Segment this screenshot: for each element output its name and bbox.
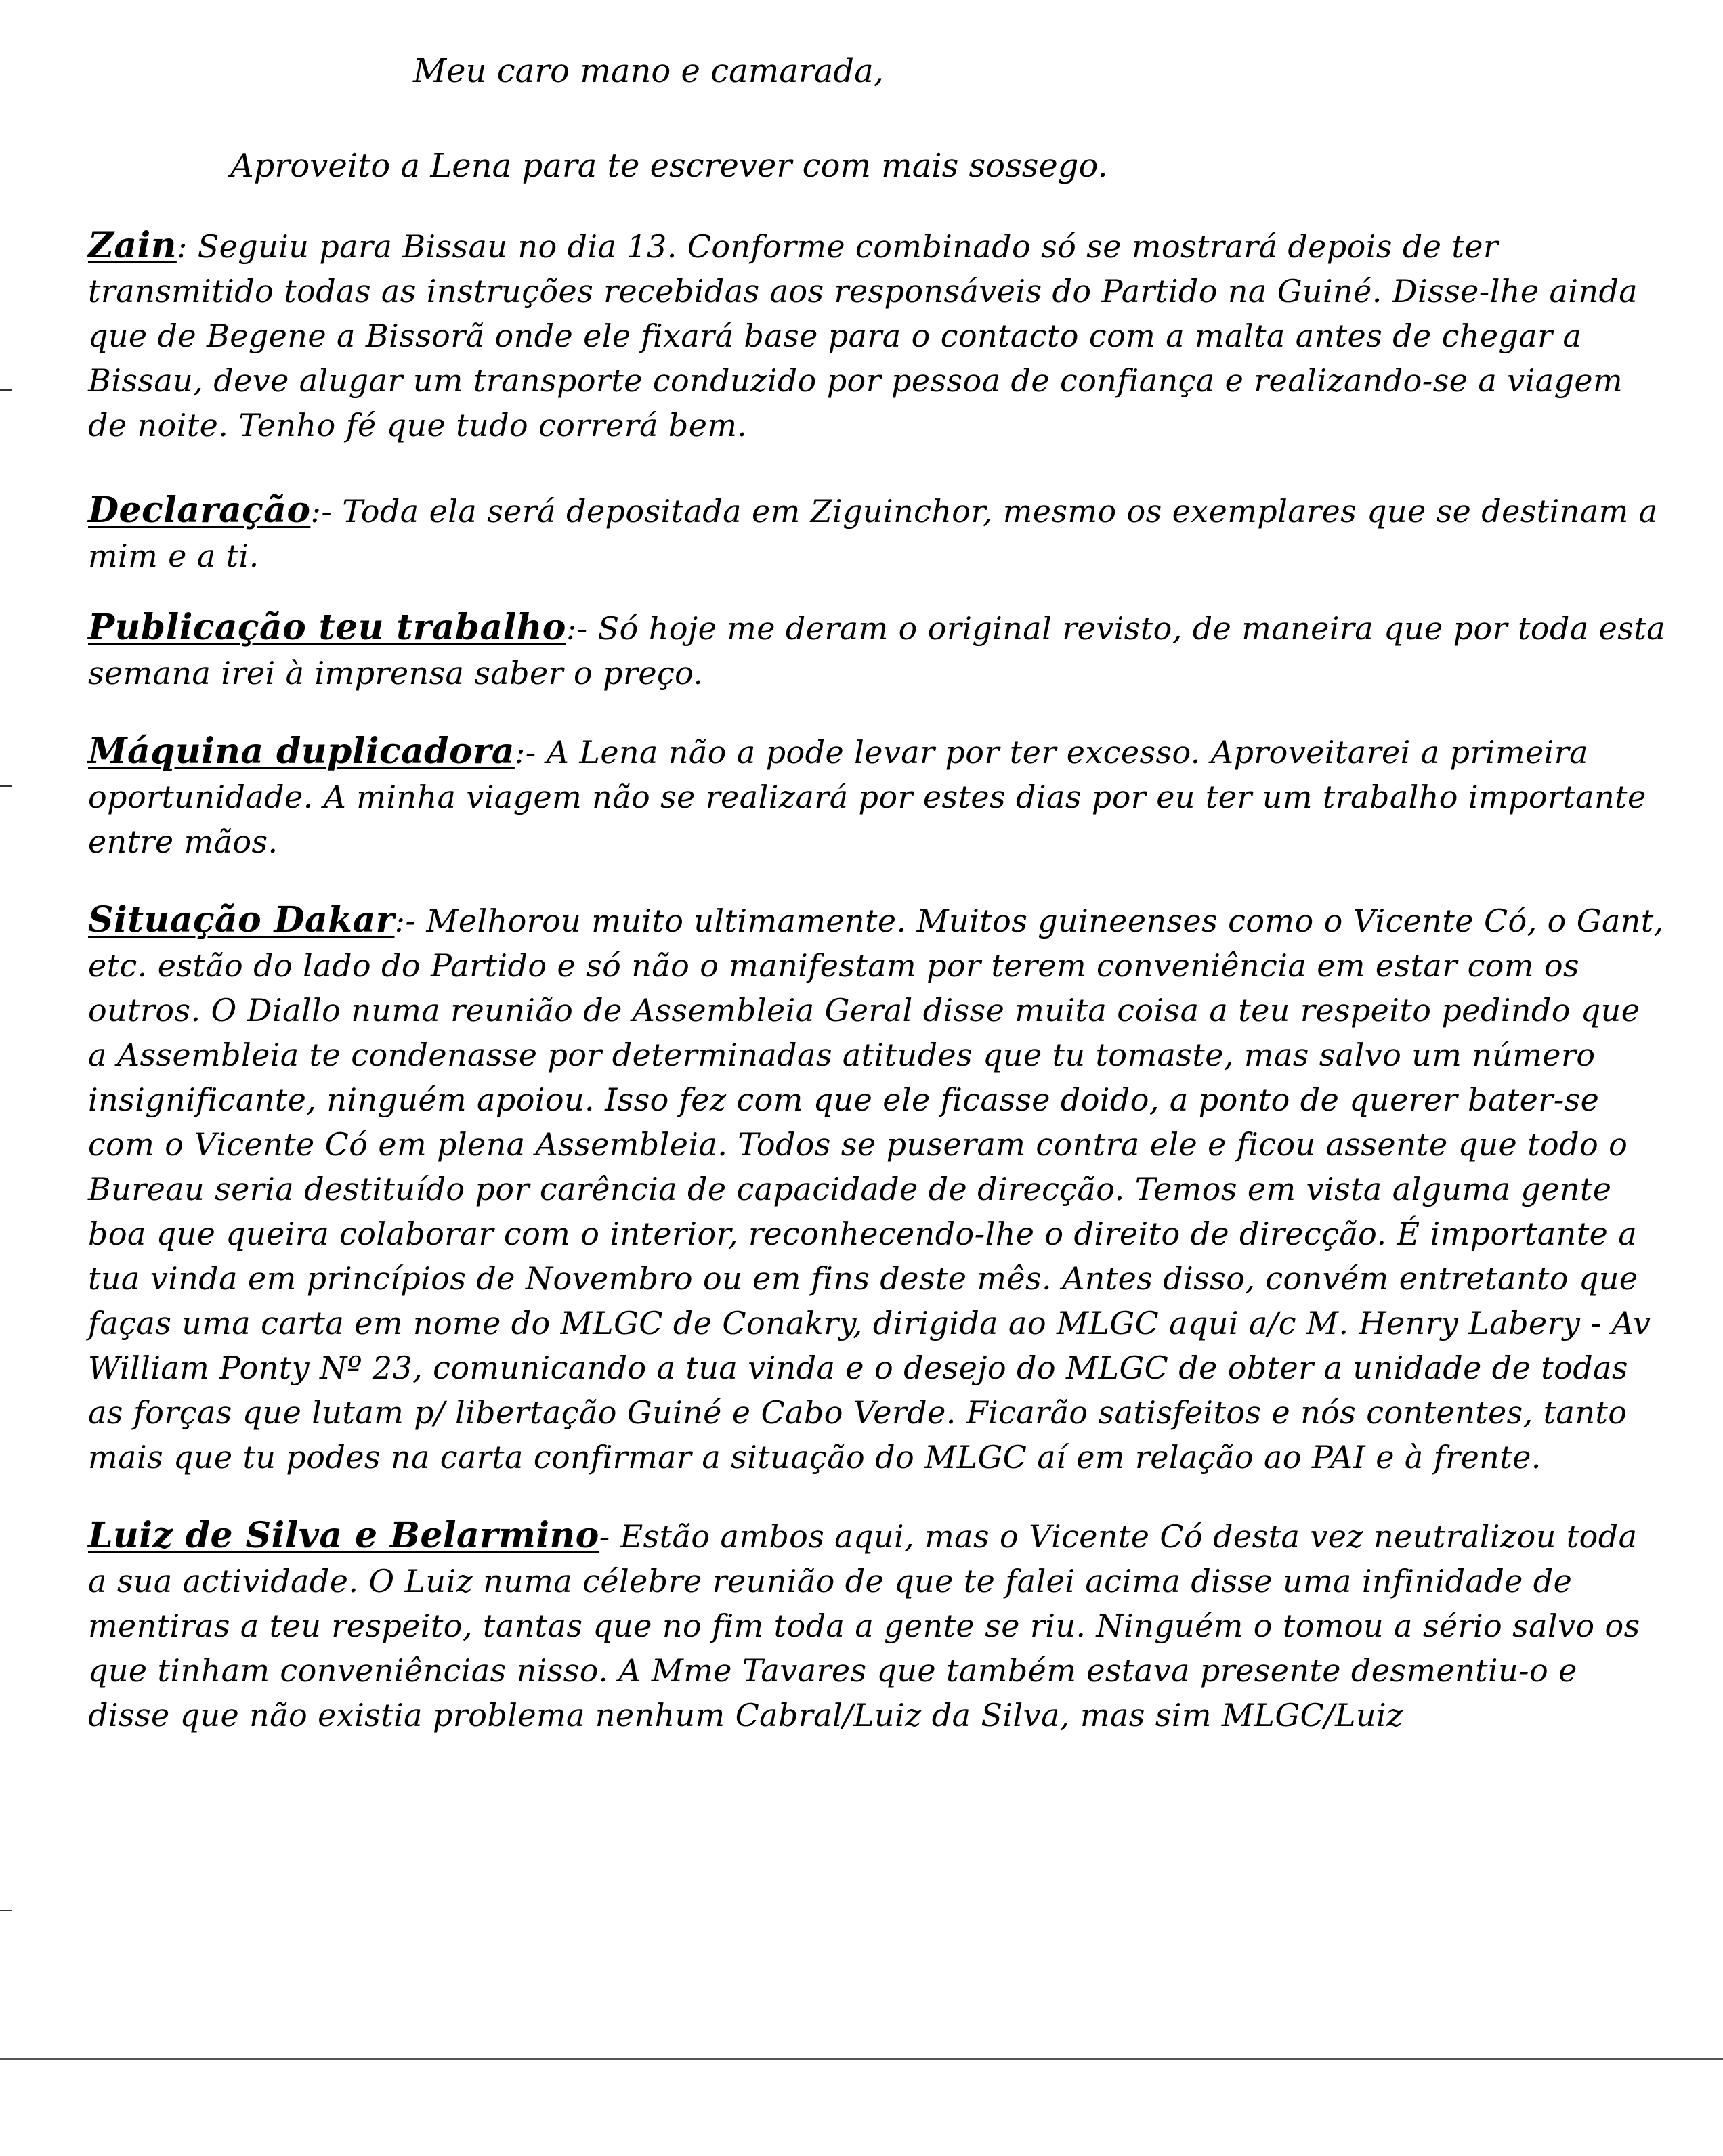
section-heading: Luiz de Silva e Belarmino	[88, 1515, 599, 1556]
section-body: :- Melhorou muito ultimamente. Muitos guineenses como o Vicente Có, o Gant, etc. estão do lado do Partido e só não o manifestam por terem conveniência em estar com os outros. O Diallo numa reunião de Assembleia Geral disse muita coisa a teu respeito pedindo que a Assembleia te condenasse por determinadas atitudes que tu tomaste, mas salvo um número insignificante, ninguém apoiou. Isso fez com que ele ficasse doido, a ponto de querer bater-se com o Vicente Có em plena Assembleia. Todos se puseram contra ele e ficou assente que todo o Bureau seria destituído por carência de capacidade de direcção. Temos em vista alguma gente boa que queira colaborar com o interior, reconhecendo-lhe o direito de direcção. É importante a tua vinda em princípios de Novembro ou em fins deste mês. Antes disso, convém entretanto que faças uma carta em nome do MLGC de Conakry, dirigida ao MLGC aqui a/c M. Henry Labery - Av William Ponty Nº 23, comunicando a tua vinda e o desejo do MLGC de obter a unidade de todas as forças que lutam p/ libertação Guiné e Cabo Verde. Ficarão satisfeitos e nós contentes, tanto mais que tu podes na carta confirmar a situação do MLGC aí em relação ao PAI e à frente.	[88, 903, 1664, 1475]
handwritten-letter	[88, 27, 1666, 1738]
salutation: Meu caro mano e camarada,	[413, 52, 884, 90]
section-zain	[88, 223, 1666, 448]
section-publicacao	[88, 605, 1666, 695]
section-body: :- A Lena não a pode levar por ter excesso. Aproveitarei a primeira oportunidade. A minha viagem não se realizará por estes dias por eu ter um trabalho importante entre mãos.	[88, 734, 1646, 860]
section-situacao-dakar	[88, 898, 1666, 1480]
section-heading: Declaração	[88, 490, 311, 531]
margin-mark	[0, 1910, 12, 1911]
section-body: :- Toda ela será depositada em Ziguinchor, mesmo os exemplares que se destinam a mim e a ti.	[88, 493, 1658, 574]
section-heading: Situação Dakar	[88, 899, 395, 941]
section-heading: Publicação teu trabalho	[88, 607, 566, 648]
section-heading: Máquina duplicadora	[88, 731, 515, 772]
section-declaracao	[88, 488, 1666, 578]
section-body: :- Só hoje me deram o original revisto, de maneira que por toda esta semana irei à imprensa saber o preço.	[88, 610, 1666, 691]
intro-line: Aproveito a Lena para te escrever com mais sossego.	[230, 147, 1108, 185]
section-body: : Seguiu para Bissau no dia 13. Conforme combinado só se mostrará depois de ter transmitido todas as instruções recebidas aos responsáveis do Partido na Guiné. Disse-lhe ainda que de Begene a Bissorã onde ele fixará base para o contacto com a malta antes de chegar a Bissau, deve alugar um transporte conduzido por pessoa de confiança e realizando-se a viagem de noite. Tenho fé que tudo correrá bem.	[88, 228, 1638, 444]
section-heading: Zain	[88, 225, 177, 266]
section-luiz-belarmino	[88, 1513, 1666, 1738]
page-bottom-rule	[0, 2058, 1723, 2060]
margin-mark	[0, 389, 12, 391]
margin-mark	[0, 785, 12, 787]
section-body: - Estão ambos aqui, mas o Vicente Có desta vez neutralizou toda a sua actividade. O Luiz numa célebre reunião de que te falei acima disse uma infinidade de mentiras a teu respeito, tantas que no fim toda a gente se riu. Ninguém o tomou a sério salvo os que tinham conveniências nisso. A Mme Tavares que também estava presente desmentiu-o e disse que não existia problema nenhum Cabral/Luiz da Silva, mas sim MLGC/Luiz	[88, 1518, 1640, 1733]
section-maquina-duplicadora	[88, 729, 1666, 864]
